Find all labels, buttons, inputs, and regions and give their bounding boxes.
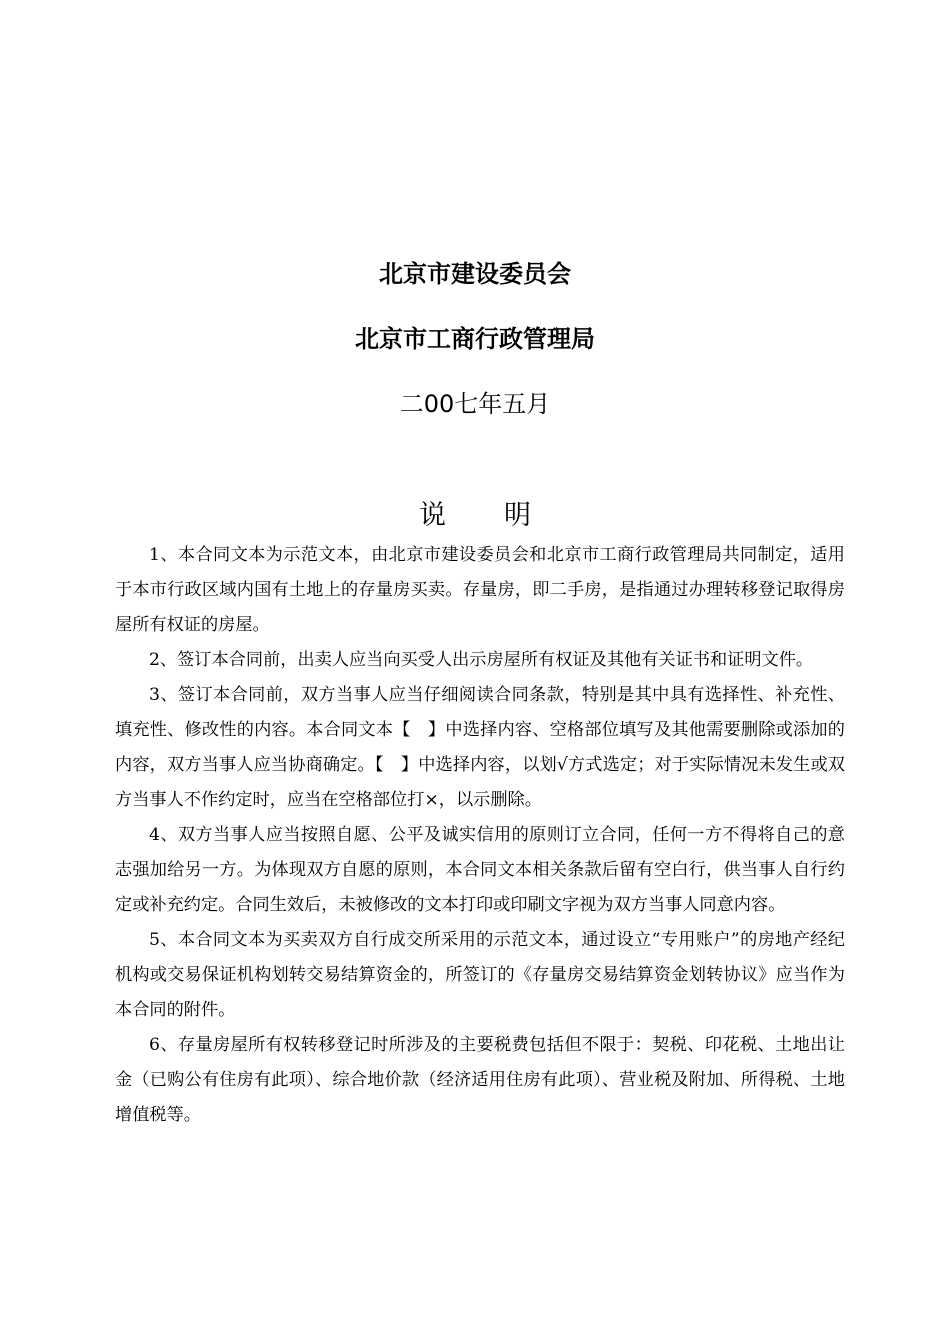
instruction-paragraph-3: 3、签订本合同前，双方当事人应当仔细阅读合同条款，特别是其中具有选择性、补充性、填充性、修改性的内容。本合同文本【 】中选择内容、空格部位填写及其他需要删除或添加的内容，双方当事人应当协商确定。【 】中选择内容，以划√方式选定；对于实际情况未发生或双方当事人不作约定时，应当在空格部位打×，以示删除。	[115, 685, 845, 810]
instruction-paragraph-2: 2、签订本合同前，出卖人应当向买受人出示房屋所有权证及其他有关证书和证明文件。	[149, 650, 814, 670]
instruction-paragraph-6: 6、存量房屋所有权转移登记时所涉及的主要税费包括但不限于：契税、印花税、土地出让金（已购公有住房有此项）、综合地价款（经济适用住房有此项）、营业税及附加、所得税、土地增值税等。	[115, 1035, 845, 1125]
section-title-part1: 说	[419, 500, 446, 531]
instructions-body	[115, 538, 845, 1133]
instruction-paragraph-1: 1、本合同文本为示范文本，由北京市建设委员会和北京市工商行政管理局共同制定，适用于本市行政区域内国有土地上的存量房买卖。存量房，即二手房，是指通过办理转移登记取得房屋所有权证的房屋。	[115, 545, 845, 635]
instruction-paragraph-4: 4、双方当事人应当按照自愿、公平及诚实信用的原则订立合同，任何一方不得将自己的意志强加给另一方。为体现双方自愿的原则，本合同文本相关条款后留有空白行，供当事人自行约定或补充约定。合同生效后，未被修改的文本打印或印刷文字视为双方当事人同意内容。	[115, 825, 845, 915]
section-title-part2: 明	[504, 500, 531, 531]
instruction-paragraph-5: 5、本合同文本为买卖双方自行成交所采用的示范文本，通过设立“专用账户”的房地产经纪机构或交易保证机构划转交易结算资金的，所签订的《存量房交易结算资金划转协议》应当作为本合同的附件。	[115, 930, 845, 1020]
issuer-construction-committee: 北京市建设委员会	[379, 260, 571, 288]
issue-date: 二00七年五月	[399, 390, 551, 418]
section-title-instructions	[0, 498, 950, 534]
issuer-industry-commerce-bureau: 北京市工商行政管理局	[355, 325, 595, 353]
